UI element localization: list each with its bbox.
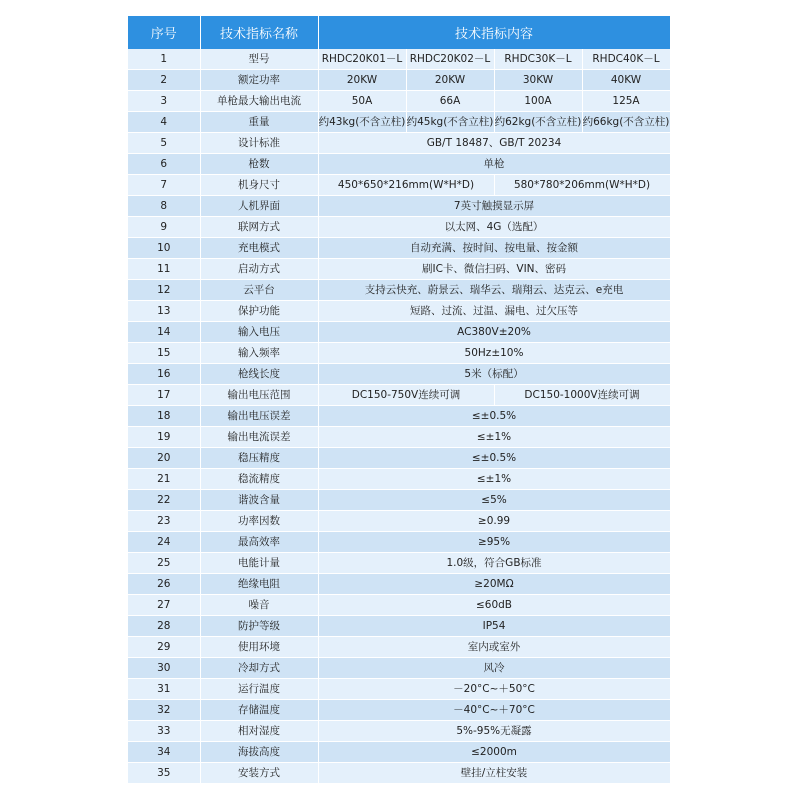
spec-value: ≤2000m [318,742,670,763]
spec-name: 人机界面 [200,196,318,217]
table-row [128,49,670,70]
spec-value: 单枪 [318,154,670,175]
spec-name: 防护等级 [200,616,318,637]
spec-value: 约45kg(不含立柱) [406,112,494,133]
spec-name: 冷却方式 [200,658,318,679]
row-number: 2 [128,70,200,91]
row-number: 33 [128,721,200,742]
spec-name: 相对湿度 [200,721,318,742]
spec-value: ≤±0.5% [318,406,670,427]
spec-value: RHDC20K01－L [318,49,406,70]
spec-name: 设计标准 [200,133,318,154]
table-row [128,343,670,364]
table-row [128,448,670,469]
table-row [128,679,670,700]
table-row [128,427,670,448]
spec-name: 绝缘电阻 [200,574,318,595]
spec-name: 存储温度 [200,700,318,721]
header-name: 技术指标名称 [200,16,318,49]
spec-value: 50A [318,91,406,112]
table-row [128,511,670,532]
spec-name: 重量 [200,112,318,133]
spec-value: 125A [582,91,670,112]
spec-name: 启动方式 [200,259,318,280]
spec-value: 100A [494,91,582,112]
table-row [128,469,670,490]
row-number: 11 [128,259,200,280]
spec-value: 7英寸触摸显示屏 [318,196,670,217]
spec-name: 额定功率 [200,70,318,91]
spec-name: 稳压精度 [200,448,318,469]
table-row [128,700,670,721]
table-header-row [128,16,670,49]
spec-value: 40KW [582,70,670,91]
spec-value: 约62kg(不含立柱) [494,112,582,133]
spec-value: ≤±1% [318,469,670,490]
spec-value: 1.0级，符合GB标准 [318,553,670,574]
spec-value: AC380V±20% [318,322,670,343]
row-number: 17 [128,385,200,406]
spec-name: 噪音 [200,595,318,616]
spec-value: 约66kg(不含立柱) [582,112,670,133]
table-row [128,238,670,259]
table-row [128,280,670,301]
spec-value: 20KW [318,70,406,91]
spec-name: 运行温度 [200,679,318,700]
table-row [128,259,670,280]
table-row [128,553,670,574]
table-row [128,70,670,91]
spec-name: 输入频率 [200,343,318,364]
spec-value: －40°C~＋70°C [318,700,670,721]
spec-name: 联网方式 [200,217,318,238]
spec-name: 输出电压范围 [200,385,318,406]
table-row [128,406,670,427]
row-number: 29 [128,637,200,658]
spec-value: 66A [406,91,494,112]
spec-name: 保护功能 [200,301,318,322]
spec-name: 充电模式 [200,238,318,259]
spec-value: －20°C~＋50°C [318,679,670,700]
table-row [128,490,670,511]
spec-name: 安装方式 [200,763,318,784]
spec-name: 单枪最大输出电流 [200,91,318,112]
spec-value: ≥20MΩ [318,574,670,595]
table-row [128,217,670,238]
row-number: 25 [128,553,200,574]
spec-value: 450*650*216mm(W*H*D) [318,175,494,196]
spec-name: 输出电压误差 [200,406,318,427]
spec-name: 功率因数 [200,511,318,532]
table-row [128,385,670,406]
spec-name: 谐波含量 [200,490,318,511]
row-number: 28 [128,616,200,637]
row-number: 9 [128,217,200,238]
spec-value: RHDC40K－L [582,49,670,70]
row-number: 18 [128,406,200,427]
spec-name: 枪数 [200,154,318,175]
row-number: 34 [128,742,200,763]
row-number: 13 [128,301,200,322]
row-number: 32 [128,700,200,721]
spec-value: DC150-1000V连续可调 [494,385,670,406]
table-row [128,721,670,742]
row-number: 19 [128,427,200,448]
header-no: 序号 [128,16,200,49]
row-number: 35 [128,763,200,784]
spec-value: ≤±0.5% [318,448,670,469]
spec-value: IP54 [318,616,670,637]
spec-value: 30KW [494,70,582,91]
table-row [128,658,670,679]
spec-value: RHDC30K－L [494,49,582,70]
row-number: 23 [128,511,200,532]
row-number: 1 [128,49,200,70]
table-row [128,154,670,175]
spec-value: 5%-95%无凝露 [318,721,670,742]
table-row [128,637,670,658]
spec-value: 自动充满、按时间、按电量、按金额 [318,238,670,259]
row-number: 24 [128,532,200,553]
spec-name: 海拔高度 [200,742,318,763]
table-row [128,742,670,763]
spec-value: ≤60dB [318,595,670,616]
row-number: 7 [128,175,200,196]
spec-value: DC150-750V连续可调 [318,385,494,406]
spec-value: 约43kg(不含立柱) [318,112,406,133]
table-row [128,322,670,343]
table-row [128,763,670,784]
spec-name: 稳流精度 [200,469,318,490]
spec-value: 短路、过流、过温、漏电、过欠压等 [318,301,670,322]
row-number: 6 [128,154,200,175]
spec-value: 支持云快充、蔚景云、瑞华云、瑞翔云、达克云、e充电 [318,280,670,301]
table-row [128,112,670,133]
spec-name: 输出电流误差 [200,427,318,448]
row-number: 15 [128,343,200,364]
table-row [128,175,670,196]
spec-value: 风冷 [318,658,670,679]
row-number: 12 [128,280,200,301]
spec-value: ≤±1% [318,427,670,448]
table-row [128,595,670,616]
spec-value: 5米（标配） [318,364,670,385]
row-number: 27 [128,595,200,616]
spec-name: 枪线长度 [200,364,318,385]
spec-value: RHDC20K02－L [406,49,494,70]
spec-value: GB/T 18487、GB/T 20234 [318,133,670,154]
spec-value: ≥0.99 [318,511,670,532]
table-row [128,301,670,322]
spec-value: 壁挂/立柱安装 [318,763,670,784]
table-row [128,574,670,595]
row-number: 14 [128,322,200,343]
table-row [128,364,670,385]
spec-name: 云平台 [200,280,318,301]
spec-value: 刷IC卡、微信扫码、VIN、密码 [318,259,670,280]
spec-name: 型号 [200,49,318,70]
table-row [128,133,670,154]
row-number: 20 [128,448,200,469]
spec-name: 输入电压 [200,322,318,343]
spec-value: 以太网、4G（选配） [318,217,670,238]
spec-name: 机身尺寸 [200,175,318,196]
row-number: 30 [128,658,200,679]
table-body [128,49,670,784]
row-number: 22 [128,490,200,511]
header-content: 技术指标内容 [318,16,670,49]
spec-table [128,16,671,784]
row-number: 26 [128,574,200,595]
spec-name: 使用环境 [200,637,318,658]
row-number: 16 [128,364,200,385]
row-number: 10 [128,238,200,259]
table-row [128,532,670,553]
spec-value: 580*780*206mm(W*H*D) [494,175,670,196]
spec-value: 50Hz±10% [318,343,670,364]
spec-value: 室内或室外 [318,637,670,658]
spec-value: ≥95% [318,532,670,553]
row-number: 8 [128,196,200,217]
spec-name: 电能计量 [200,553,318,574]
table-row [128,91,670,112]
spec-value: 20KW [406,70,494,91]
row-number: 5 [128,133,200,154]
row-number: 3 [128,91,200,112]
row-number: 21 [128,469,200,490]
spec-value: ≤5% [318,490,670,511]
row-number: 4 [128,112,200,133]
table-row [128,616,670,637]
row-number: 31 [128,679,200,700]
table-row [128,196,670,217]
spec-name: 最高效率 [200,532,318,553]
